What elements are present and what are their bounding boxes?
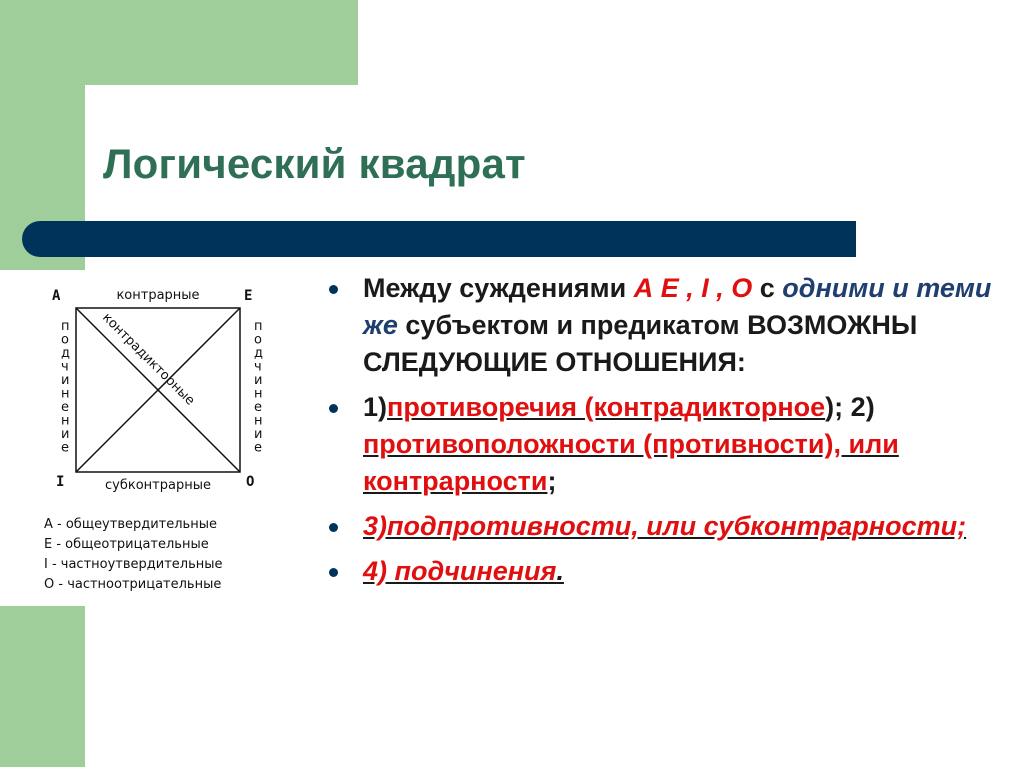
- list-item: Между суждениями А Е , I , О с одними и теми же субъектом и предикатом ВОЗМОЖНЫ СЛЕДУЮЩИЕ ОТНОШЕНИЯ:: [325, 270, 1005, 381]
- corner-o: O: [246, 474, 255, 490]
- green-block-bottom: [0, 606, 85, 767]
- bullet-icon: [329, 285, 338, 294]
- italic-phrase: одними и теми же: [363, 273, 992, 340]
- slide-title: Логический квадрат: [103, 140, 526, 187]
- corner-a: A: [52, 288, 61, 304]
- bullet-icon: [329, 568, 338, 577]
- corner-e: E: [244, 288, 253, 304]
- judgment-letters: А Е , I , О: [633, 273, 753, 303]
- list-item: 1)противоречия (контрадикторное); 2) противоположности (противности), или контрарности;: [325, 389, 1005, 500]
- bullet-icon: [329, 523, 338, 532]
- list-item: 4) подчинения.: [325, 553, 1005, 590]
- logical-square-diagram: [30, 270, 320, 600]
- corner-i: I: [56, 474, 65, 490]
- subordination-left-label: п о д ч и н е н и е: [61, 319, 70, 456]
- relations-list: [325, 270, 1005, 598]
- legend-line: A - общеутвердительные: [44, 517, 217, 532]
- subordination-right-label: п о д ч и н е н и е: [254, 319, 263, 456]
- list-item: [325, 508, 1005, 545]
- legend-line: O - частноотрицательные: [44, 577, 222, 592]
- legend-line: E - общеотрицательные: [44, 537, 209, 552]
- subcontrary-label: субконтрарные: [105, 478, 211, 493]
- bullet-icon: [329, 404, 338, 413]
- contrariety-term: противоположности (противности), или контрарности: [363, 429, 899, 496]
- subcontrariety-term: 3)подпротивности, или субконтрарности;: [363, 511, 967, 541]
- title-divider-bar: [22, 221, 856, 257]
- contradiction-term: противоречия (контрадикторное: [387, 392, 826, 422]
- legend-line: I - частноутвердительные: [44, 557, 223, 572]
- contradictory-label: контрадикторные: [99, 310, 198, 409]
- logical-square-svg: [30, 270, 320, 600]
- subordination-term: 4) подчинения: [363, 556, 557, 586]
- contrary-label: контрарные: [116, 288, 200, 303]
